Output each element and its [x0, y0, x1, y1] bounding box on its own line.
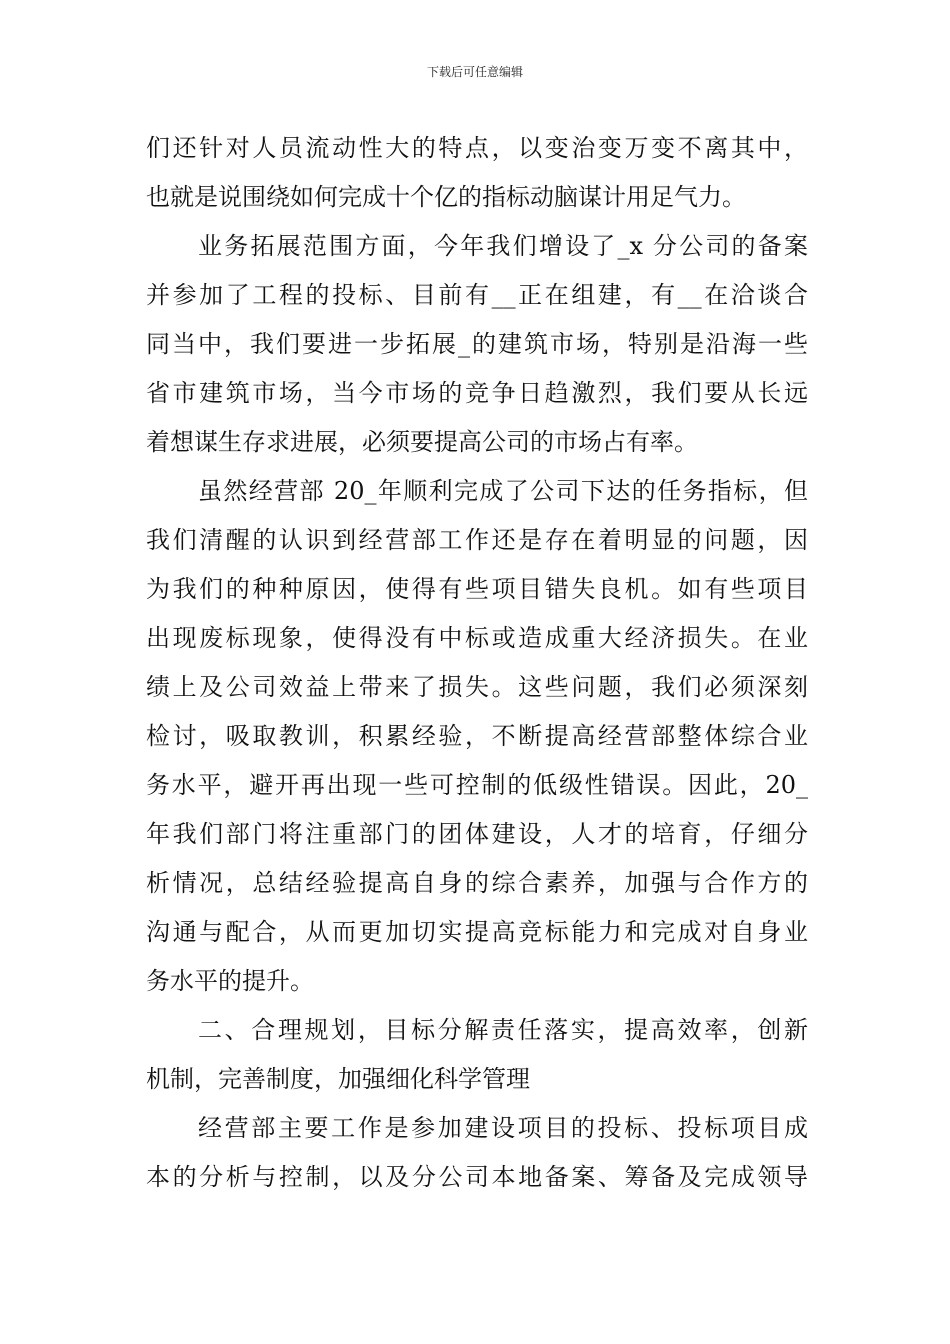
body-line: 务水平，避开再出现一些可控制的低级性错误。因此，20_ [146, 771, 808, 799]
body-line: 为我们的种种原因，使得有些项目错失良机。如有些项目 [146, 575, 808, 603]
body-line: 绩上及公司效益上带来了损失。这些问题，我们必须深刻 [146, 673, 808, 701]
body-line: 出现废标现象，使得没有中标或造成重大经济损失。在业 [146, 624, 808, 652]
body-line: 二、合理规划，目标分解责任落实，提高效率，创新 [198, 1016, 808, 1044]
body-line: 并参加了工程的投标、目前有__正在组建，有__在洽谈合 [146, 281, 808, 309]
body-line: 也就是说围绕如何完成十个亿的指标动脑谋计用足气力。 [146, 183, 746, 211]
body-line: 本的分析与控制，以及分公司本地备案、筹备及完成领导 [146, 1163, 808, 1191]
body-line: 沟通与配合，从而更加切实提高竞标能力和完成对自身业 [146, 918, 808, 946]
body-line: 着想谋生存求进展，必须要提高公司的市场占有率。 [146, 428, 698, 456]
body-line: 年我们部门将注重部门的团体建设，人才的培育，仔细分 [146, 820, 808, 848]
body-line: 务水平的提升。 [146, 967, 314, 995]
body-line: 经营部主要工作是参加建设项目的投标、投标项目成 [198, 1114, 808, 1142]
page-header: 下载后可任意编辑 [426, 65, 523, 79]
body-line: 同当中，我们要进一步拓展_的建筑市场，特别是沿海一些 [146, 330, 808, 358]
body-line: 析情况，总结经验提高自身的综合素养，加强与合作方的 [146, 869, 808, 897]
body-line: 机制，完善制度，加强细化科学管理 [146, 1065, 530, 1093]
body-line: 虽然经营部 20_年顺利完成了公司下达的任务指标，但 [198, 477, 808, 505]
body-line: 业务拓展范围方面，今年我们增设了_x 分公司的备案 [198, 232, 808, 260]
body-line: 们还针对人员流动性大的特点，以变治变万变不离其中， [146, 134, 808, 162]
body-line: 我们清醒的认识到经营部工作还是存在着明显的问题，因 [146, 526, 808, 554]
body-line: 检讨，吸取教训，积累经验，不断提高经营部整体综合业 [146, 722, 808, 750]
document-body [146, 124, 808, 1202]
body-line: 省市建筑市场，当今市场的竞争日趋激烈，我们要从长远 [146, 379, 808, 407]
